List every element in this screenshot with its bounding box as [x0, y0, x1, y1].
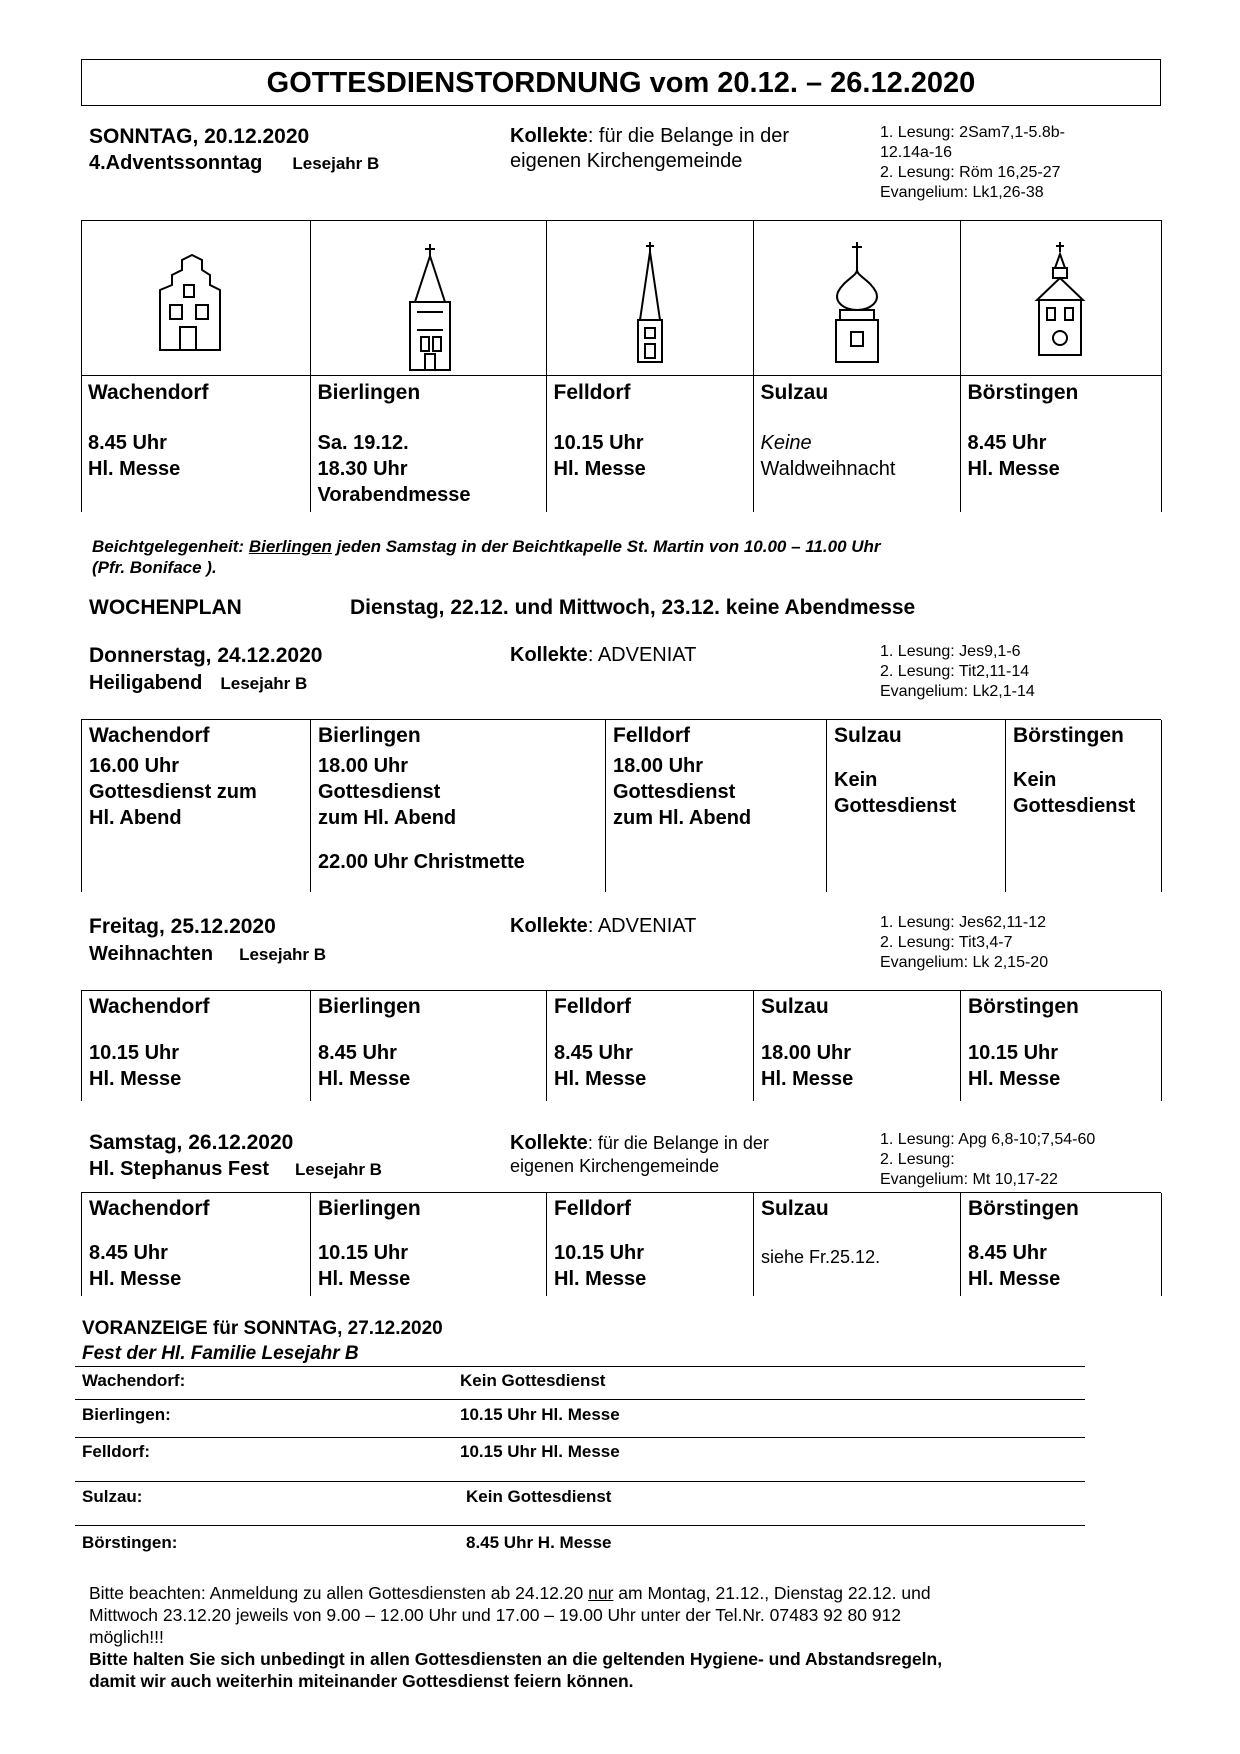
sunday-table [81, 377, 1161, 511]
friday-cell-boerstingen: Börstingen 10.15 Uhr Hl. Messe [961, 991, 1162, 1101]
thursday-kollekte: Kollekte: ADVENIAT [510, 644, 697, 666]
saturday-cell-sulzau: Sulzau siehe Fr.25.12. [754, 1193, 961, 1296]
thursday-lesungen: 1. Lesung: Jes9,1-6 2. Lesung: Tit2,11-14 Evangelium: Lk2,1-14 [880, 643, 1035, 700]
sunday-cell-bierlingen: Bierlingen Sa. 19.12. 18.30 Uhr Vorabendmesse [310, 377, 546, 511]
church-felldorf-icon [625, 240, 675, 365]
preview-place-felldorf: Felldorf: [82, 1442, 150, 1461]
sunday-lesungen: 1. Lesung: 2Sam7,1-5.8b- 12.14a-16 2. Lesung: Röm 16,25-27 Evangelium: Lk1,26-38 [880, 124, 1066, 201]
saturday-cell-felldorf: Felldorf 10.15 Uhr Hl. Messe [547, 1193, 754, 1296]
preview-subtitle: Fest der Hl. Familie Lesejahr B [82, 1343, 359, 1364]
saturday-lesungen: 1. Lesung: Apg 6,8-10;7,54-60 2. Lesung: Evangelium: Mt 10,17-22 [880, 1131, 1096, 1188]
preview-value-boerstingen: 8.45 Uhr H. Messe [466, 1533, 612, 1552]
sunday-name: 4.Adventssonntag Lesejahr B [89, 152, 380, 174]
friday-cell-bierlingen: Bierlingen 8.45 Uhr Hl. Messe [311, 991, 547, 1101]
preview-place-wachendorf: Wachendorf: [82, 1371, 186, 1390]
church-bierlingen-icon [395, 242, 465, 372]
preview-value-sulzau: Kein Gottesdienst [466, 1487, 612, 1506]
thursday-table [81, 720, 1162, 892]
friday-date: Freitag, 25.12.2020 [89, 915, 276, 938]
preview-value-wachendorf: Kein Gottesdienst [460, 1371, 606, 1390]
friday-lesungen: 1. Lesung: Jes62,11-12 2. Lesung: Tit3,4-7 Evangelium: Lk 2,15-20 [880, 914, 1049, 971]
friday-kollekte: Kollekte: ADVENIAT [510, 915, 697, 937]
preview-value-felldorf: 10.15 Uhr Hl. Messe [460, 1442, 620, 1461]
thursday-cell-sulzau: Sulzau Kein Gottesdienst [827, 720, 1006, 892]
saturday-cell-wachendorf: Wachendorf 8.45 Uhr Hl. Messe [82, 1193, 311, 1296]
thursday-date: Donnerstag, 24.12.2020 [89, 644, 323, 667]
friday-cell-felldorf: Felldorf 8.45 Uhr Hl. Messe [547, 991, 754, 1101]
wochenplan-text: Dienstag, 22.12. und Mittwoch, 23.12. keine Abendmesse [350, 596, 916, 619]
friday-name: Weihnachten Lesejahr B [89, 943, 327, 965]
notice-text: Bitte beachten: Anmeldung zu allen Gottesdiensten ab 24.12.20 nur am Montag, 21.12., Dienstag 22.12. und Mittwoch 23.12.20 jeweils von 9.00 – 12.00 Uhr und 17.00 – 19.00 Uhr unter der Tel.Nr. 07483 92 80 912 möglich!!! Bitte halten Sie sich unbedingt in allen Gottesdiensten an die geltenden Hygiene- und Abstandsregeln, damit wir auch weiterhin miteinander Gottesdienst feiern können. [89, 1583, 943, 1691]
church-sulzau-icon [820, 240, 895, 365]
wochenplan-label: WOCHENPLAN [89, 596, 242, 619]
thursday-cell-wachendorf: Wachendorf 16.00 Uhr Gottesdienst zum Hl. Abend [82, 720, 311, 892]
sunday-kollekte: Kollekte: für die Belange in der eigenen Kirchengemeinde [510, 125, 790, 172]
preview-place-bierlingen: Bierlingen: [82, 1405, 171, 1424]
saturday-cell-bierlingen: Bierlingen 10.15 Uhr Hl. Messe [311, 1193, 547, 1296]
sunday-cell-boerstingen: Börstingen 8.45 Uhr Hl. Messe [960, 377, 1161, 511]
page-title: GOTTESDIENSTORDNUNG vom 20.12. – 26.12.2020 [81, 59, 1161, 106]
saturday-kollekte: Kollekte: für die Belange in der eigenen Kirchengemeinde [510, 1132, 769, 1176]
thursday-cell-felldorf: Felldorf 18.00 Uhr Gottesdienst zum Hl. Abend [606, 720, 827, 892]
sunday-cell-felldorf: Felldorf 10.15 Uhr Hl. Messe [546, 377, 753, 511]
saturday-date: Samstag, 26.12.2020 [89, 1131, 294, 1154]
friday-table [81, 991, 1162, 1101]
sunday-cell-sulzau: Sulzau Keine Waldweihnacht [753, 377, 960, 511]
chapel-wachendorf-icon [150, 245, 230, 355]
friday-cell-wachendorf: Wachendorf 10.15 Uhr Hl. Messe [82, 991, 311, 1101]
thursday-cell-bierlingen: Bierlingen 18.00 Uhr Gottesdienst zum Hl. Abend 22.00 Uhr Christmette [311, 720, 606, 892]
sunday-cell-wachendorf: Wachendorf 8.45 Uhr Hl. Messe [88, 381, 209, 480]
thursday-name: Heiligabend Lesejahr B [89, 672, 308, 694]
preview-value-bierlingen: 10.15 Uhr Hl. Messe [460, 1405, 620, 1424]
sunday-lesejahr: Lesejahr B [292, 154, 380, 173]
friday-cell-sulzau: Sulzau 18.00 Uhr Hl. Messe [754, 991, 961, 1101]
beichte-note: Beichtgelegenheit: Bierlingen jeden Samstag in der Beichtkapelle St. Martin von 10.00 – 11.00 Uhr (Pfr. Boniface ). [92, 537, 881, 577]
saturday-name: Hl. Stephanus Fest Lesejahr B [89, 1158, 382, 1180]
thursday-cell-boerstingen: Börstingen Kein Gottesdienst [1006, 720, 1162, 892]
sunday-date: SONNTAG, 20.12.2020 [89, 125, 310, 148]
saturday-cell-boerstingen: Börstingen 8.45 Uhr Hl. Messe [961, 1193, 1162, 1296]
preview-title: VORANZEIGE für SONNTAG, 27.12.2020 [82, 1318, 443, 1339]
church-boerstingen-icon [1025, 240, 1095, 360]
preview-place-sulzau: Sulzau: [82, 1487, 143, 1506]
saturday-table [81, 1193, 1162, 1296]
preview-place-boerstingen: Börstingen: [82, 1533, 178, 1552]
